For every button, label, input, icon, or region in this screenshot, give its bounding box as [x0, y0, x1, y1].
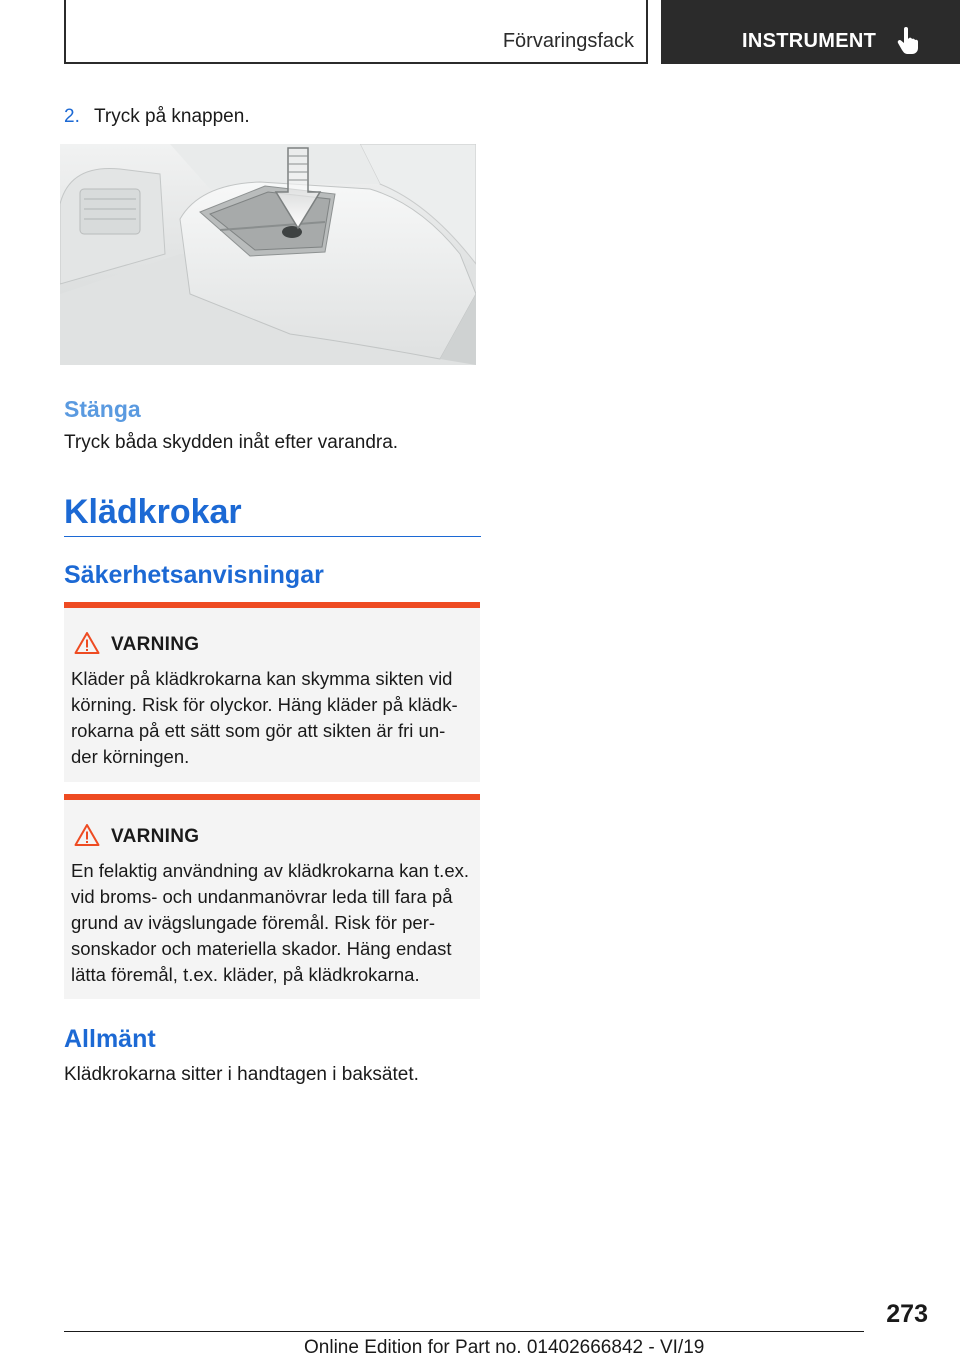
- warning-line: rokarna på ett sätt som gör att sikten är fri un‐: [71, 720, 446, 741]
- close-text: Tryck båda skydden inåt efter varandra.: [64, 432, 399, 453]
- warning-line: körning. Risk för olyckor. Häng kläder på klädk‐: [71, 694, 458, 715]
- header-section-box: [64, 0, 648, 64]
- warning-line: En felaktig användning av klädkrokarna kan t.ex.: [71, 860, 469, 881]
- section-subtitle: Säkerhetsanvisningar: [64, 561, 324, 589]
- section-title: Förvaringsfack: [502, 30, 634, 52]
- warning-line: vid broms- och undanmanövrar leda till fara på: [71, 886, 453, 907]
- section-divider: [64, 536, 481, 537]
- warning-title: VARNING: [111, 826, 200, 847]
- general-text: Klädkrokarna sitter i handtagen i baksätet.: [64, 1064, 419, 1085]
- footer-divider: [64, 1331, 864, 1332]
- header-chapter-box: [661, 0, 960, 64]
- warning-triangle-icon: [74, 823, 100, 847]
- warning-text: [71, 858, 479, 988]
- warning-line: der körningen.: [71, 746, 190, 767]
- section-title: Klädkrokar: [64, 493, 242, 531]
- general-heading: Allmänt: [64, 1025, 156, 1053]
- pointing-hand-icon: [897, 27, 921, 55]
- warning-title: VARNING: [111, 634, 200, 655]
- chapter-title: INSTRUMENT: [742, 30, 877, 52]
- warning-line: lätta föremål, t.ex. kläder, på klädkrokarna.: [71, 964, 420, 985]
- footer-edition: Online Edition for Part no. 01402666842 - VI/19: [304, 1337, 705, 1358]
- armrest-drawing: [60, 144, 476, 365]
- armrest-button-illustration: [60, 144, 476, 365]
- warning-triangle-icon: [74, 631, 100, 655]
- page-number: 273: [886, 1300, 928, 1328]
- warning-line: sonskador och materiella skador. Häng endast: [71, 938, 452, 959]
- warning-line: grund av ivägslungade föremål. Risk för per‐: [71, 912, 436, 933]
- warning-box: [64, 794, 480, 999]
- step-text: Tryck på knappen.: [94, 106, 250, 127]
- step-item: [64, 106, 250, 128]
- step-number: 2.: [64, 106, 80, 127]
- warning-box: [64, 602, 480, 782]
- warning-text: [71, 666, 479, 770]
- close-heading: Stänga: [64, 396, 141, 422]
- warning-line: Kläder på klädkrokarna kan skymma sikten vid: [71, 668, 453, 689]
